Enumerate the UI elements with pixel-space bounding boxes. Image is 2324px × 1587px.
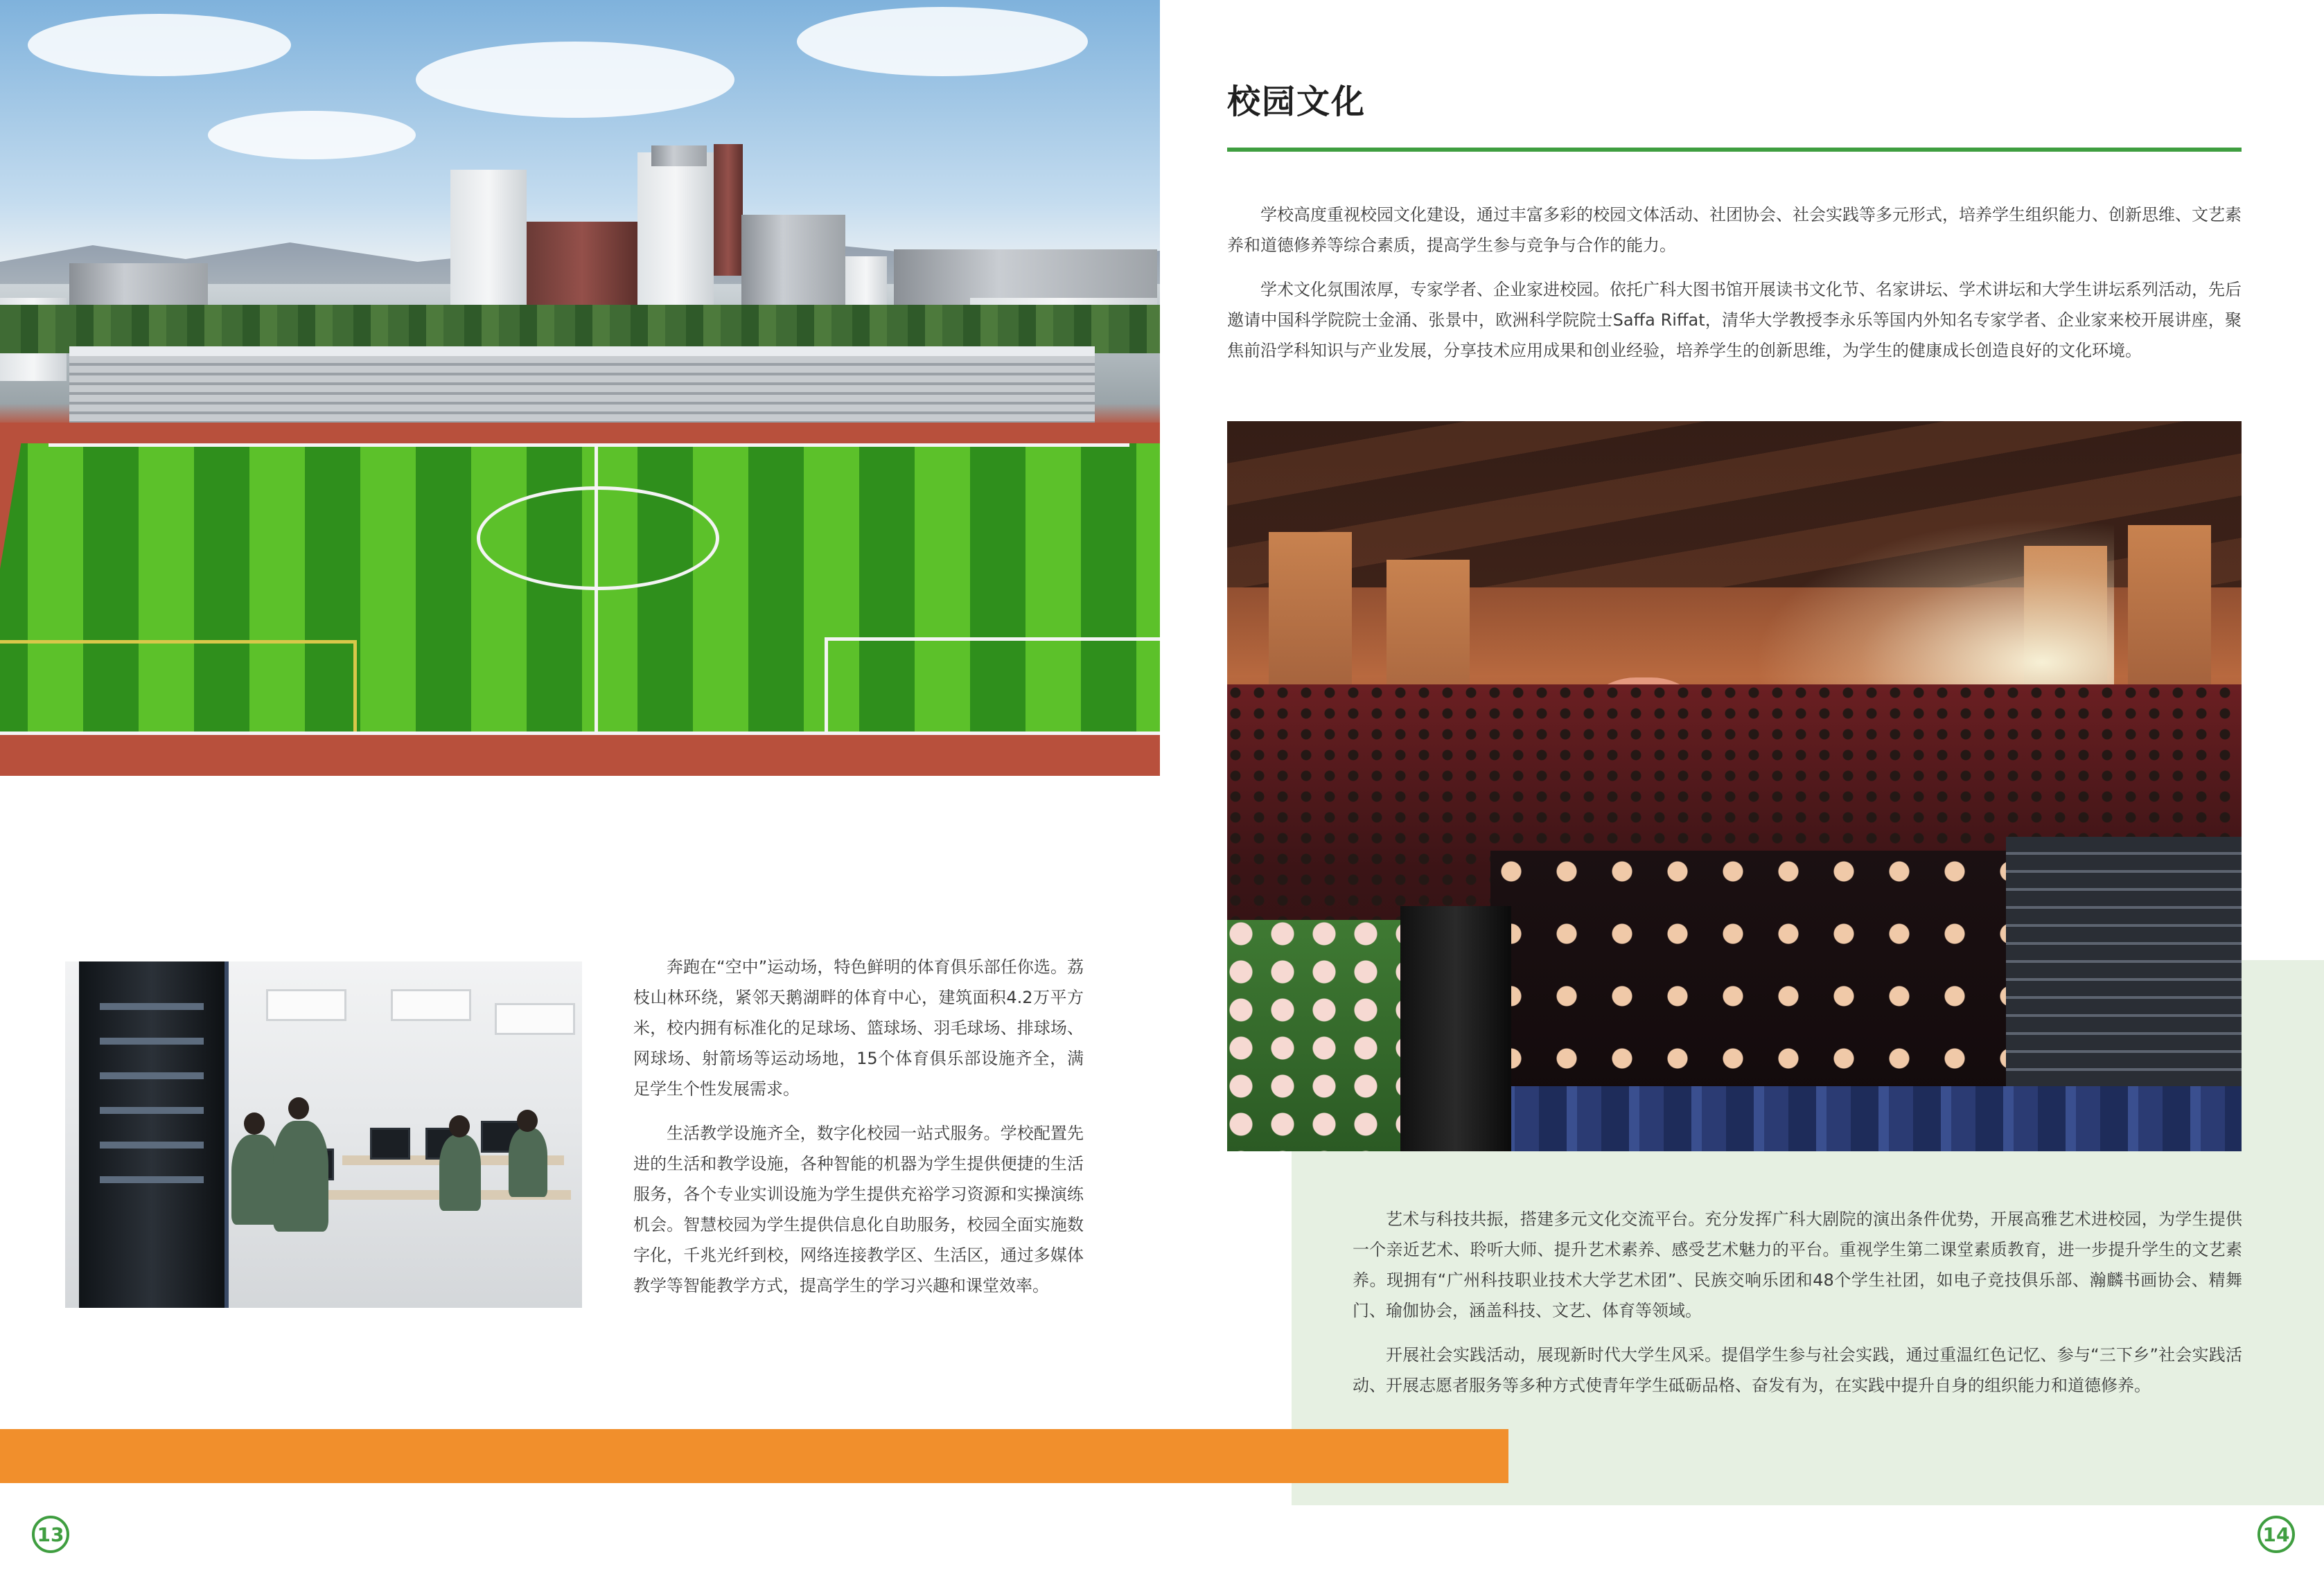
page-number-right: 14 [2257,1516,2295,1553]
orange-footer-bar [0,1429,1508,1483]
facilities-text [633,952,1084,1315]
graduation-auditorium-photo [1227,421,2242,1151]
intro-text [1227,200,2242,380]
intro-paragraph: 学校高度重视校园文化建设，通过丰富多彩的校园文体活动、社团协会、社会实践等多元形式，培养学生组织能力、创新思维、文艺素养和道德修养等综合素质，提高学生参与竞争与合作的能力。 [1227,205,2242,255]
intro-paragraph: 学术文化氛围浓厚，专家学者、企业家进校园。依托广科大图书馆开展读书文化节、名家讲坛、学术讲坛和大学生讲坛系列活动，先后邀请中国科学院院士金涌、张景中，欧洲科学院院士Saffa Riffat，清华大学教授李永乐等国内外知名专家学者、企业家来校开展讲座，聚焦前沿学科知识与产业发展，分享技术应用成果和创业经验，培养学生的创新思维，为学生的健康成长创造良好的文化环境。 [1227,280,2242,360]
facilities-paragraph: 生活教学设施齐全，数字化校园一站式服务。学校配置先进的生活和教学设施，各种智能的机器为学生提供便捷的生活服务，各个专业实训设施为学生提供充裕学习资源和实操演练机会。智慧校园为学生提供信息化自助服务，校园全面实施数字化，千兆光纤到校，网络连接教学区、生活区，通过多媒体教学等智能教学方式，提高学生的学习兴趣和课堂效率。 [633,1124,1084,1295]
arts-practice-text [1353,1204,2242,1415]
page-number-left: 13 [32,1516,69,1553]
football-field-photo [0,0,1160,776]
practice-paragraph: 开展社会实践活动，展现新时代大学生风采。提倡学生参与社会实践，通过重温红色记忆、参与“三下乡”社会实践活动、开展志愿者服务等多种方式使青年学生砥砺品格、奋发有为，在实践中提升自身的组织能力和道德修养。 [1353,1345,2242,1395]
computer-lab-photo [65,961,582,1308]
arts-paragraph: 艺术与科技共振，搭建多元文化交流平台。充分发挥广科大剧院的演出条件优势，开展高雅艺术进校园，为学生提供一个亲近艺术、聆听大师、提升艺术素养、感受艺术魅力的平台。重视学生第二课堂素质教育，进一步提升学生的文艺素养。现拥有“广州科技职业技术大学艺术团”、民族交响乐团和48个学生社团，如电子竞技俱乐部、瀚麟书画协会、精舞门、瑜伽协会，涵盖科技、文艺、体育等领域。 [1353,1209,2242,1320]
section-title: 校园文化 [1227,82,1366,121]
facilities-paragraph: 奔跑在“空中”运动场，特色鲜明的体育俱乐部任你选。荔枝山林环绕，紧邻天鹅湖畔的体育中心，建筑面积4.2万平方米，校内拥有标准化的足球场、篮球场、羽毛球场、排球场、网球场、射箭场等运动场地，15个体育俱乐部设施齐全，满足学生个性发展需求。 [633,957,1084,1099]
title-divider [1227,148,2242,152]
